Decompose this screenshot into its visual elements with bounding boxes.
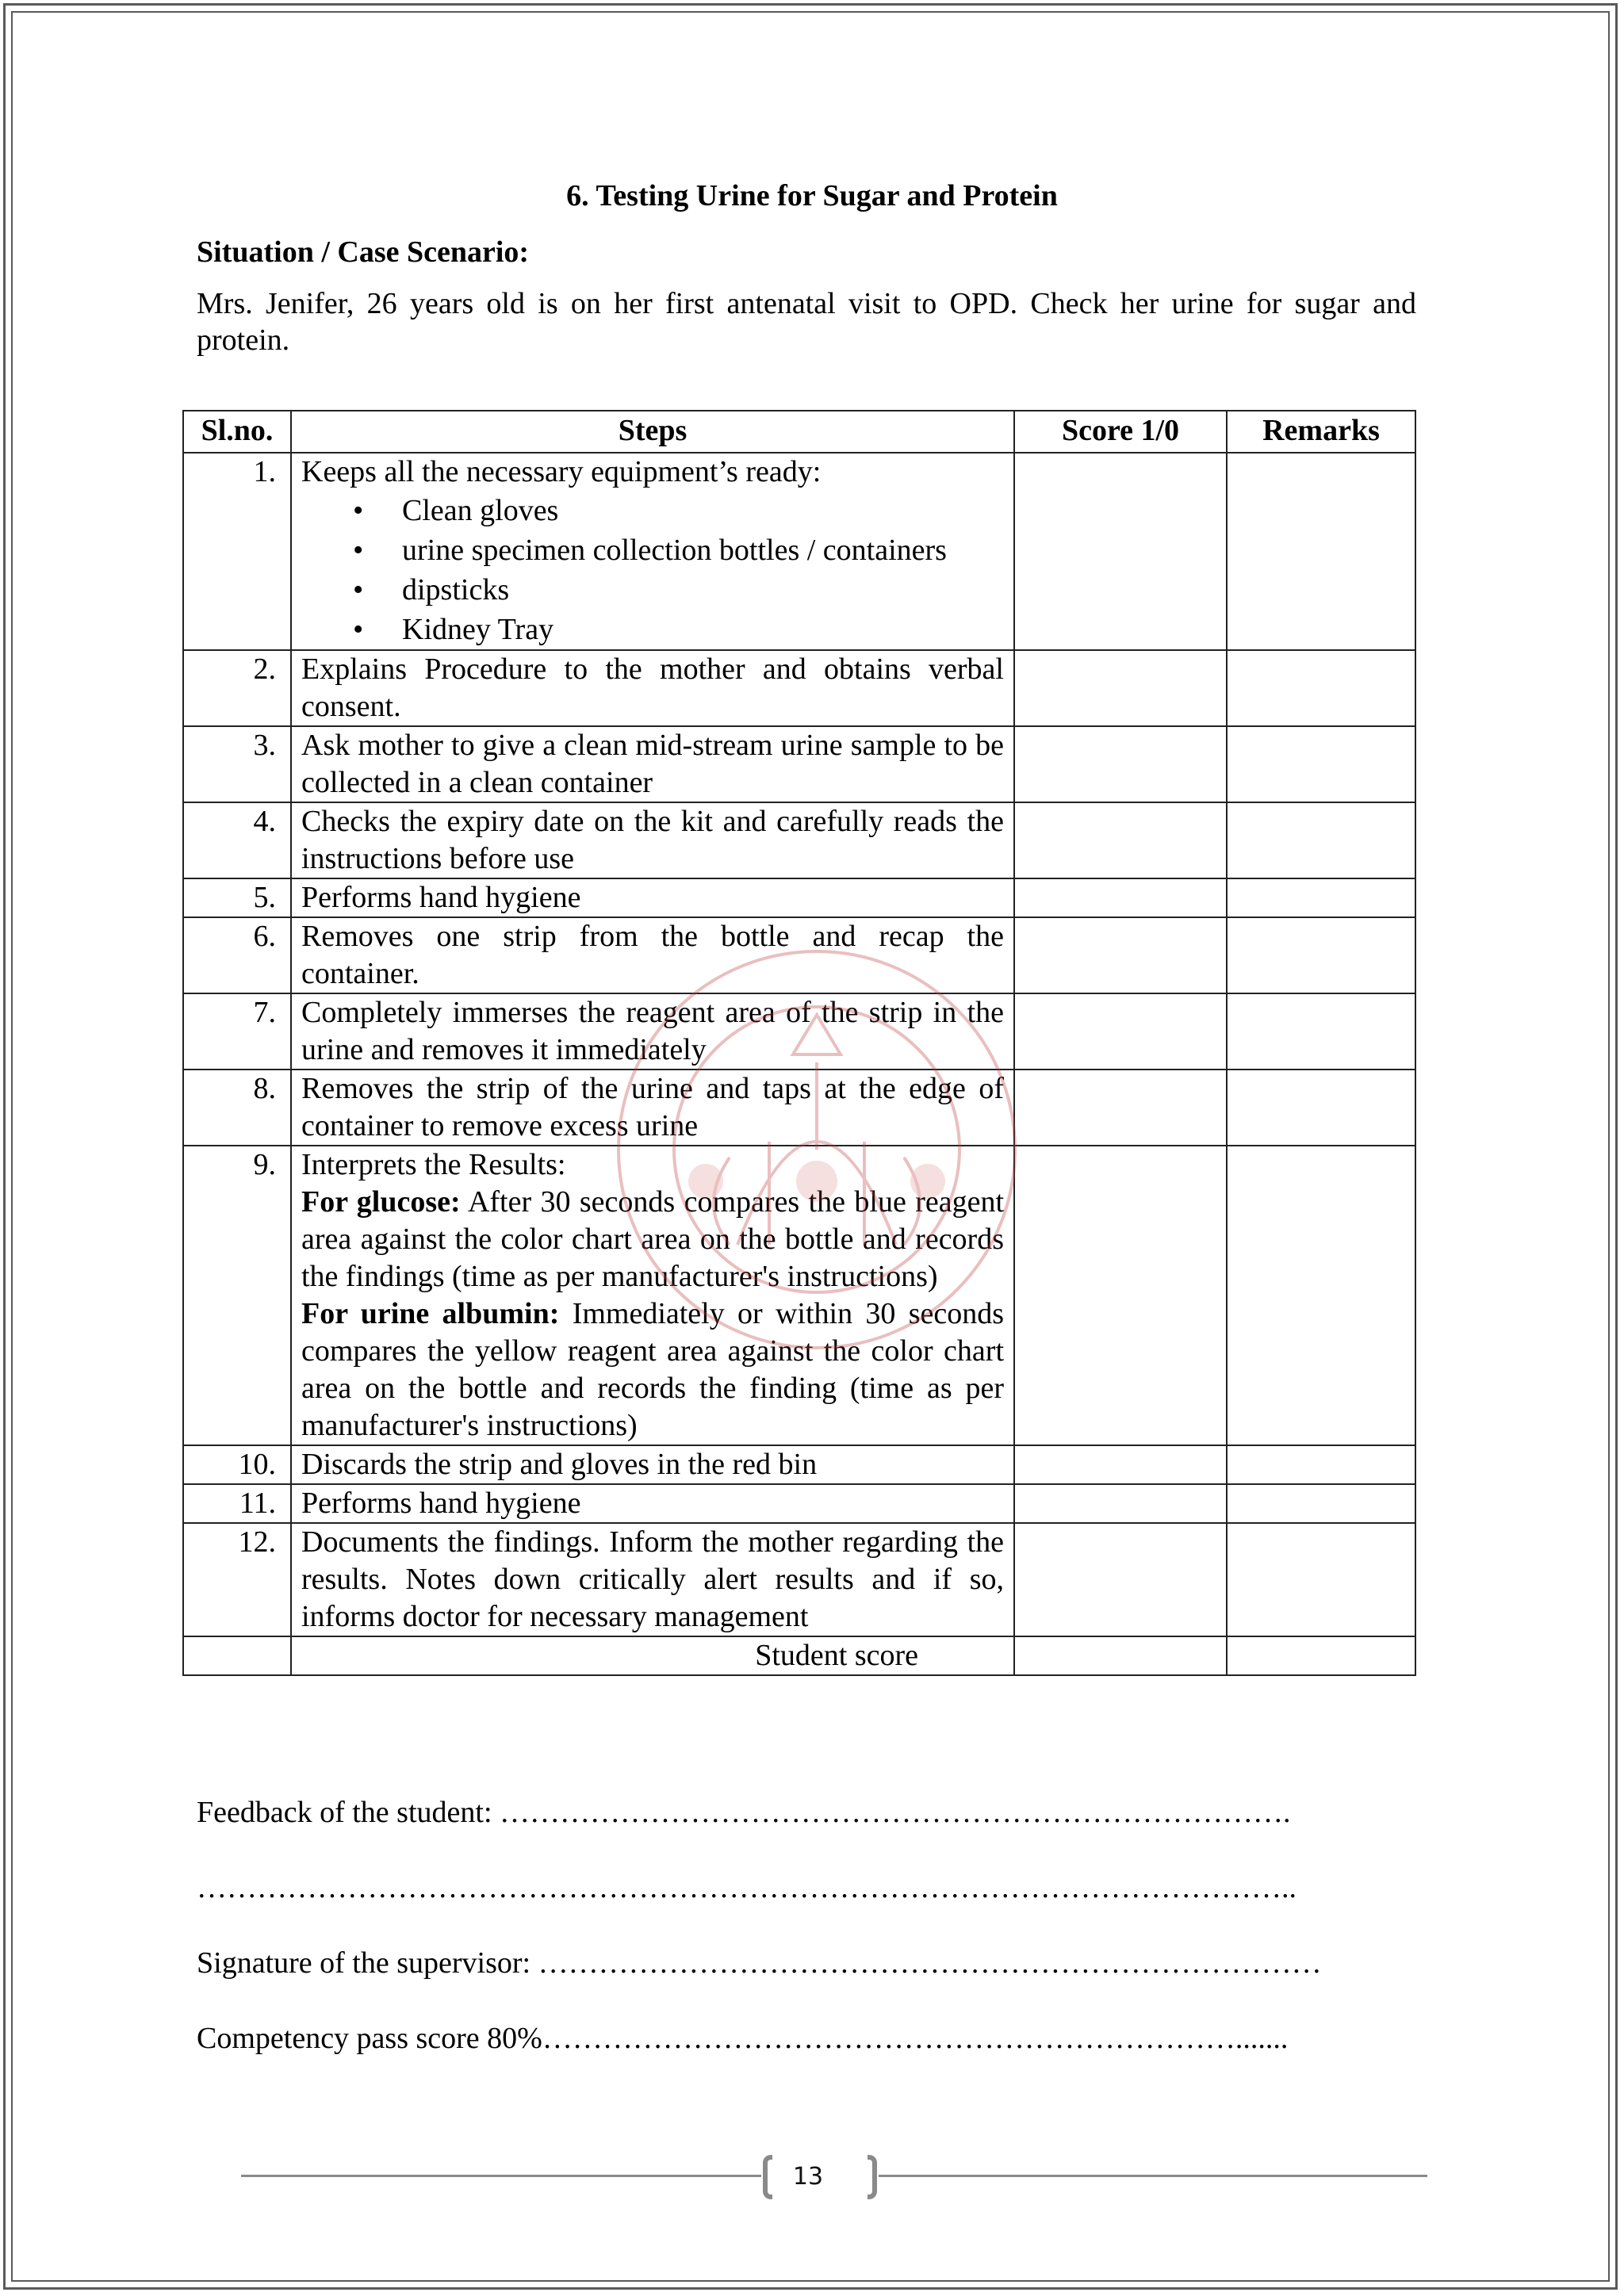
header-remarks: Remarks bbox=[1227, 411, 1415, 453]
row-number: 1. bbox=[183, 453, 291, 650]
score-cell bbox=[1014, 917, 1227, 993]
list-item: • dipsticks bbox=[402, 570, 1004, 610]
row-number: 7. bbox=[183, 993, 291, 1070]
step-text: Checks the expiry date on the kit and carefully reads the instructions before use bbox=[291, 802, 1014, 878]
score-cell bbox=[1014, 1484, 1227, 1523]
step-text: Performs hand hygiene bbox=[291, 878, 1014, 917]
score-cell bbox=[1014, 650, 1227, 726]
step-text: Removes one strip from the bottle and recap the container. bbox=[291, 917, 1014, 993]
step-text: Removes the strip of the urine and taps at the edge of container to remove excess urine bbox=[291, 1070, 1014, 1146]
header-slno: Sl.no. bbox=[183, 411, 291, 453]
feedback-continuation-line: ……………………………………………………………………………………………….. bbox=[197, 1871, 1297, 1904]
table-header-row bbox=[183, 411, 1415, 453]
document-title: 6. Testing Urine for Sugar and Protein bbox=[566, 179, 1058, 212]
list-item: • Kidney Tray bbox=[402, 610, 1004, 649]
step-text: Performs hand hygiene bbox=[291, 1484, 1014, 1523]
total-remarks-cell bbox=[1227, 1636, 1415, 1675]
feedback-line: Feedback of the student: ……………………………………………………………………. bbox=[197, 1796, 1291, 1829]
step-text: Discards the strip and gloves in the red bin bbox=[291, 1445, 1014, 1484]
remarks-cell bbox=[1227, 1146, 1415, 1445]
page-number-bracket-right bbox=[868, 2155, 877, 2199]
competency-line: Competency pass score 80%……………………………………………………………....... bbox=[197, 2022, 1289, 2055]
remarks-cell bbox=[1227, 1484, 1415, 1523]
score-cell bbox=[1014, 878, 1227, 917]
step-text: Interprets the Results: bbox=[301, 1148, 566, 1181]
student-score-label: Student score bbox=[291, 1636, 1014, 1675]
row-number: 6. bbox=[183, 917, 291, 993]
institution-seal-watermark bbox=[611, 943, 1023, 1356]
albumin-text: Immediately or within 30 seconds compares the yellow reagent area against the color chart area on the bottle and records the finding (time as per manufacturer's instructions) bbox=[301, 1297, 1005, 1442]
remarks-cell bbox=[1227, 726, 1415, 802]
score-cell bbox=[1014, 1146, 1227, 1445]
step-text: Explains Procedure to the mother and obtains verbal consent. bbox=[291, 650, 1014, 726]
glucose-label: For glucose: bbox=[301, 1185, 461, 1219]
page-number: 13 bbox=[792, 2163, 824, 2191]
header-steps: Steps bbox=[291, 411, 1014, 453]
remarks-cell bbox=[1227, 993, 1415, 1070]
score-cell bbox=[1014, 802, 1227, 878]
table-row bbox=[183, 802, 1415, 878]
total-row bbox=[183, 1636, 1415, 1675]
score-cell bbox=[1014, 1070, 1227, 1146]
step-text: Ask mother to give a clean mid-stream urine sample to be collected in a clean container bbox=[291, 726, 1014, 802]
row-number: 11. bbox=[183, 1484, 291, 1523]
table-row bbox=[183, 650, 1415, 726]
glucose-text: After 30 seconds compares the blue reagent area against the color chart area on the bottle and records the findings (time as per manufacturer's instructions) bbox=[301, 1185, 1005, 1293]
signature-line: Signature of the supervisor: …………………………………………………………………… bbox=[197, 1946, 1322, 1980]
table-row bbox=[183, 1445, 1415, 1484]
step-text: Keeps all the necessary equipment’s ready: bbox=[301, 455, 822, 488]
remarks-cell bbox=[1227, 1445, 1415, 1484]
albumin-label: For urine albumin: bbox=[301, 1297, 560, 1330]
remarks-cell bbox=[1227, 1070, 1415, 1146]
row-number: 10. bbox=[183, 1445, 291, 1484]
total-blank-cell bbox=[183, 1636, 291, 1675]
row-number: 2. bbox=[183, 650, 291, 726]
row-number: 8. bbox=[183, 1070, 291, 1146]
scenario-text: Mrs. Jenifer, 26 years old is on her first antenatal visit to OPD. Check her urine for sugar and protein. bbox=[197, 287, 1416, 357]
header-score: Score 1/0 bbox=[1014, 411, 1227, 453]
score-cell bbox=[1014, 726, 1227, 802]
row-number: 12. bbox=[183, 1523, 291, 1636]
table-row bbox=[183, 726, 1415, 802]
remarks-cell bbox=[1227, 1523, 1415, 1636]
table-row bbox=[183, 1484, 1415, 1523]
score-cell bbox=[1014, 1523, 1227, 1636]
score-cell bbox=[1014, 1445, 1227, 1484]
row-number: 9. bbox=[183, 1146, 291, 1445]
remarks-cell bbox=[1227, 650, 1415, 726]
row-number: 4. bbox=[183, 802, 291, 878]
footer-rule-left bbox=[241, 2175, 761, 2177]
remarks-cell bbox=[1227, 453, 1415, 650]
step-text: Completely immerses the reagent area of the strip in the urine and removes it immediately bbox=[291, 993, 1014, 1070]
remarks-cell bbox=[1227, 917, 1415, 993]
step-text: Documents the findings. Inform the mother regarding the results. Notes down critically alert results and if so, informs doctor for necessary management bbox=[291, 1523, 1014, 1636]
total-score-cell bbox=[1014, 1636, 1227, 1675]
list-item: • Clean gloves bbox=[402, 491, 1004, 530]
equipment-list bbox=[301, 491, 1004, 649]
remarks-cell bbox=[1227, 802, 1415, 878]
table-row bbox=[183, 453, 1415, 650]
row-number: 5. bbox=[183, 878, 291, 917]
list-item: • urine specimen collection bottles / containers bbox=[402, 530, 1004, 570]
table-row bbox=[183, 1523, 1415, 1636]
score-cell bbox=[1014, 993, 1227, 1070]
footer-rule-right bbox=[879, 2175, 1427, 2177]
remarks-cell bbox=[1227, 878, 1415, 917]
scenario-heading: Situation / Case Scenario: bbox=[197, 235, 530, 269]
row-number: 3. bbox=[183, 726, 291, 802]
score-cell bbox=[1014, 453, 1227, 650]
table-row bbox=[183, 878, 1415, 917]
step-cell bbox=[291, 453, 1014, 650]
